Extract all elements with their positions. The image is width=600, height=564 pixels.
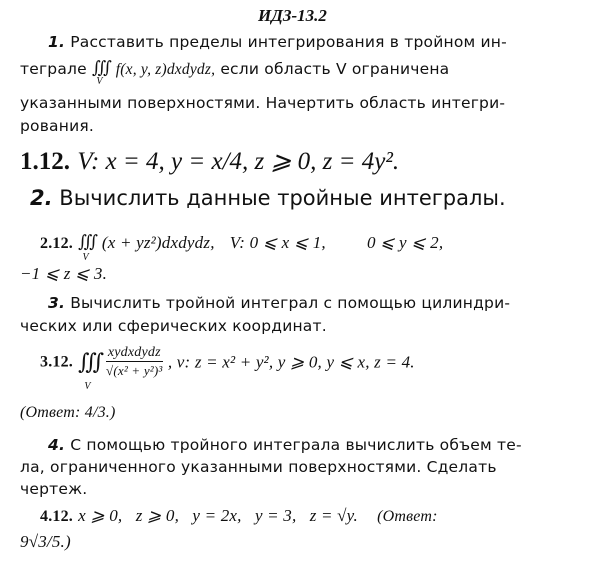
item-2-12-cond-y: 0 ⩽ y ⩽ 2, — [367, 233, 444, 252]
item-1-12 — [20, 146, 399, 176]
task1-line1: Расставить пределы интегрирования в тройном ин- — [70, 33, 507, 51]
item-2-12-number: 2.12. — [40, 235, 73, 252]
item-3-12-answer-text: (Ответ: 4/3.) — [20, 404, 116, 421]
item-1-12-expression: V: x = 4, y = x/4, z ⩾ 0, z = 4y². — [77, 148, 400, 175]
item-4-12-expression: x ⩾ 0, z ⩾ 0, y = 2x, y = 3, z = √y. — [78, 506, 358, 525]
fraction-denominator: √(x² + y²)³ — [106, 363, 163, 378]
item-4-12-answer-value: 9√3/5.) — [20, 532, 71, 551]
item-3-12-fraction — [106, 345, 163, 380]
integral-domain: V — [84, 381, 91, 392]
task4-line2: ла, ограниченного указанными поверхностями. Сделать — [20, 458, 497, 476]
integral-sign: ∭ — [92, 58, 113, 78]
integral-domain: V — [96, 76, 103, 87]
item-3-12-number: 3.12. — [40, 353, 73, 371]
task1-line2-post: если область V ограничена — [220, 60, 450, 78]
fraction-numerator: xydxdydz — [107, 345, 161, 360]
task1-line2-pre: теграле — [20, 60, 87, 78]
task1-line3: указанными поверхностями. Начертить область интегри- — [20, 94, 506, 112]
page-title: ИДЗ-13.2 — [258, 6, 327, 25]
task3-number: 3. — [48, 294, 66, 312]
task2-text: Вычислить данные тройные интегралы. — [59, 186, 506, 210]
task2-number: 2. — [30, 186, 53, 210]
item-3-12-answer — [20, 403, 116, 422]
item-2-12-cond-x: V: 0 ⩽ x ⩽ 1, — [229, 233, 326, 252]
integral-domain: V — [82, 252, 89, 263]
task1-line4: рования. — [20, 117, 95, 135]
item-4-12-answer-label: (Ответ: — [377, 508, 438, 525]
task1-integrand: f(x, y, z)dxdydz, — [115, 61, 216, 78]
item-3-12-conditions: , v: z = x² + y², y ⩾ 0, y ⩽ x, z = 4. — [167, 352, 415, 372]
task4-line3: чертеж. — [20, 480, 88, 498]
item-2-12-cond-z: −1 ⩽ z ⩽ 3. — [20, 264, 108, 283]
item-1-12-number: 1.12. — [20, 148, 70, 175]
task2-heading — [30, 186, 506, 210]
integral-sign: ∭ — [78, 350, 105, 375]
task3-line1: Вычислить тройной интеграл с помощью цилиндри- — [70, 294, 511, 312]
task4-line1: С помощью тройного интеграла вычислить объем те- — [70, 436, 522, 454]
item-2-12-integrand: (x + yz²)dxdydz, — [101, 233, 215, 252]
item-4-12-number: 4.12. — [40, 508, 73, 525]
task1-number: 1. — [48, 33, 66, 51]
task3-line2: ческих или сферических координат. — [20, 317, 327, 335]
integral-sign: ∭ — [78, 232, 99, 252]
task4-number: 4. — [48, 436, 66, 454]
